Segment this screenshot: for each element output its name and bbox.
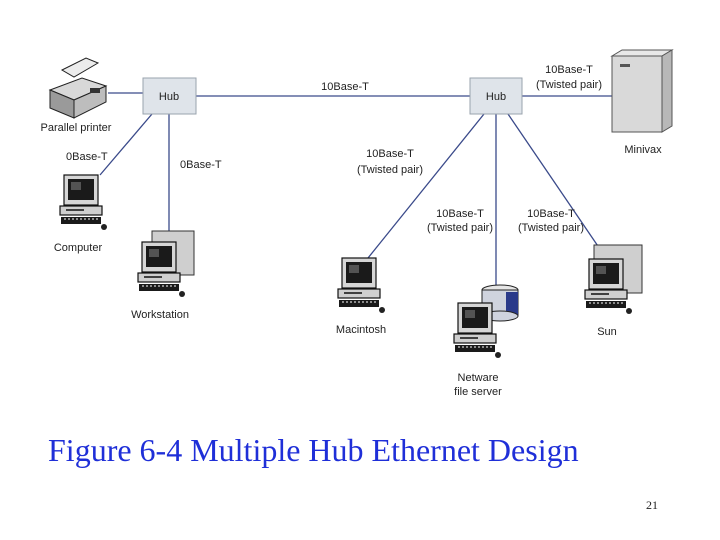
workstation-icon <box>138 231 194 297</box>
label-netware-2: file server <box>454 386 502 398</box>
hub-right <box>470 78 522 114</box>
label-minivax-link-1: 10Base-T <box>545 64 593 76</box>
label-printer: Parallel printer <box>40 122 112 134</box>
label-workstation: Workstation <box>131 309 189 321</box>
netware-server-icon <box>454 285 518 358</box>
label-minivax-link-2: (Twisted pair) <box>535 79 603 91</box>
label-macintosh-link-1: 10Base-T <box>366 148 414 160</box>
computer-icon <box>60 175 107 230</box>
label-computer-link: 0Base-T <box>66 151 108 163</box>
hub-left-label: Hub <box>158 91 180 103</box>
label-netware-1: Netware <box>457 372 499 384</box>
hub-left <box>143 78 196 114</box>
printer-icon <box>50 58 106 118</box>
label-macintosh: Macintosh <box>335 324 387 336</box>
label-sun-link-1: 10Base-T <box>527 208 575 220</box>
hub-right-label: Hub <box>485 91 507 103</box>
label-sun-link-2: (Twisted pair) <box>517 222 585 234</box>
page-number: 21 <box>646 498 658 512</box>
label-netware-link-1: 10Base-T <box>436 208 484 220</box>
minivax-icon <box>612 50 672 132</box>
macintosh-icon <box>338 258 385 313</box>
figure-caption: Figure 6-4 Multiple Hub Ethernet Design <box>48 432 579 468</box>
label-sun: Sun <box>597 326 617 338</box>
label-workstation-link: 0Base-T <box>180 159 222 171</box>
link-right-hub-macintosh <box>368 114 484 258</box>
label-computer: Computer <box>53 242 103 254</box>
label-netware-link-2: (Twisted pair) <box>426 222 494 234</box>
label-minivax: Minivax <box>624 144 662 156</box>
sun-icon <box>585 245 642 314</box>
label-macintosh-link-2: (Twisted pair) <box>356 164 424 176</box>
label-hub-to-hub: 10Base-T <box>321 81 369 93</box>
